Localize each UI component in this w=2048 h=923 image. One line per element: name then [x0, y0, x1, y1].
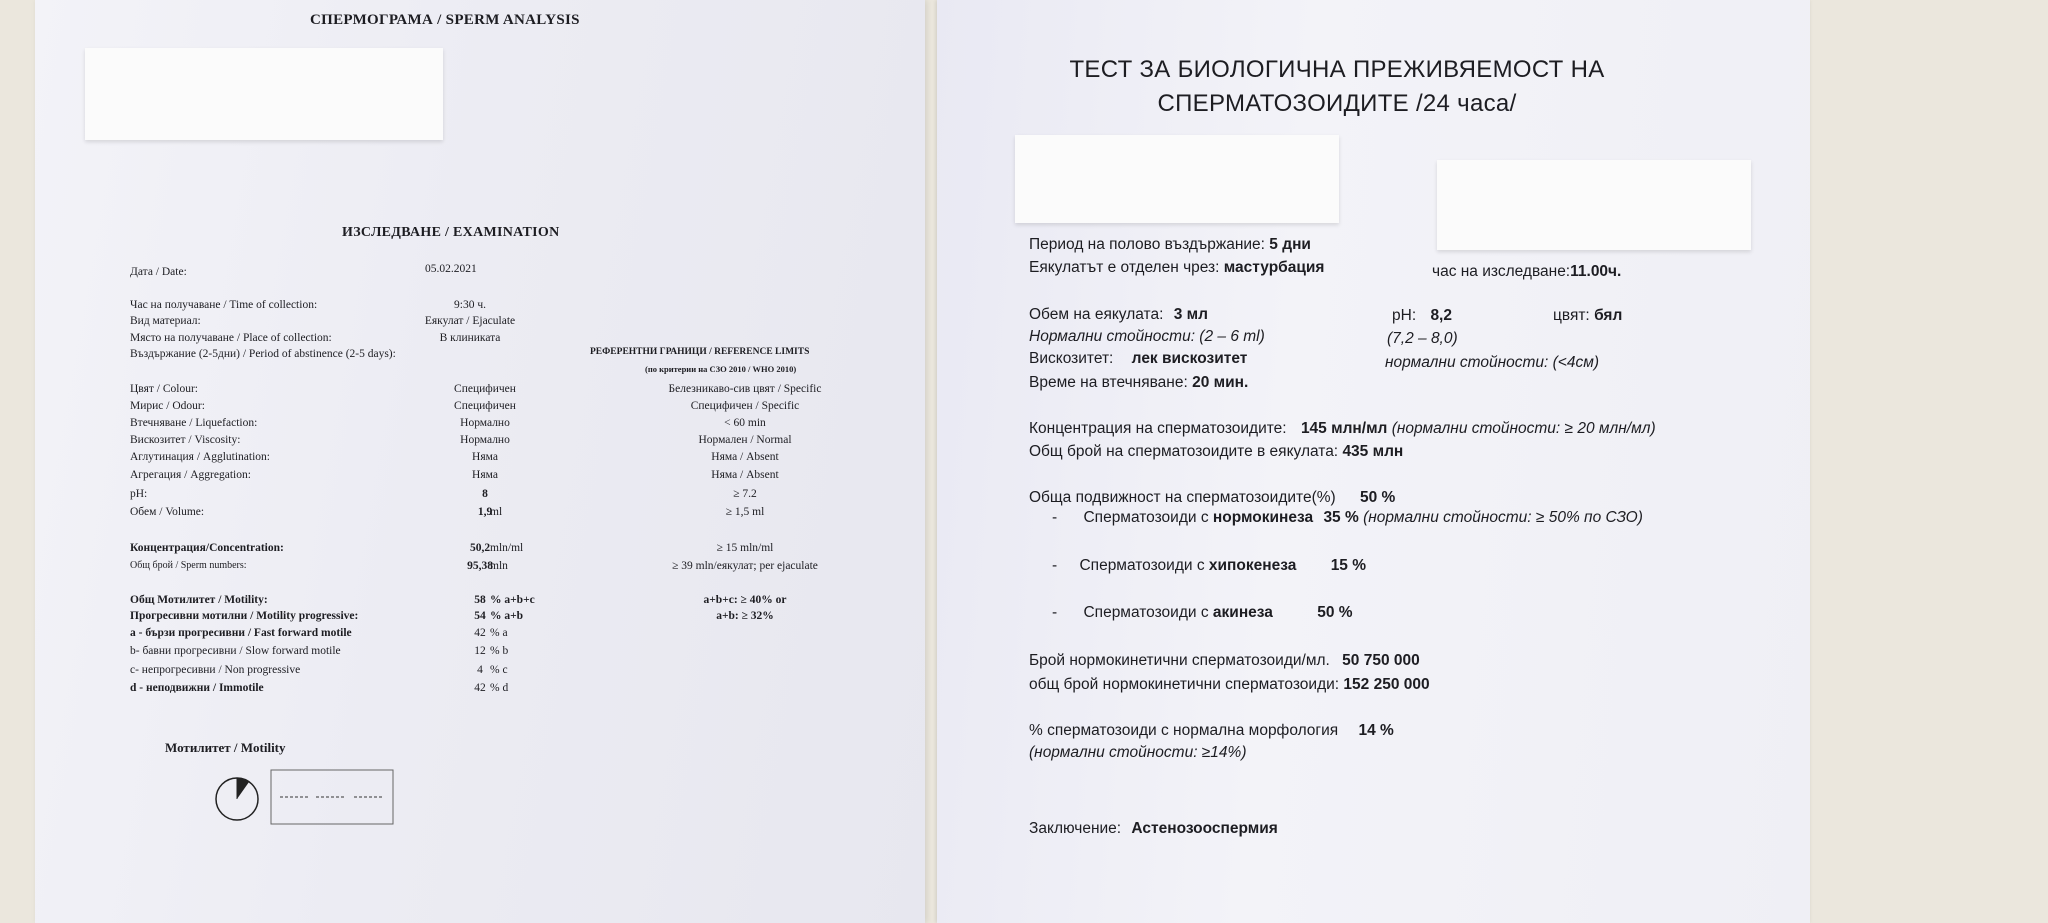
param-row-6-label: pH:: [130, 488, 148, 500]
concentration-label: Концентрация на сперматозоидите:: [1029, 420, 1287, 437]
abstinence-value: 5 дни: [1269, 236, 1311, 253]
param-row-0-label: Цвят / Colour:: [130, 383, 198, 395]
motility-row-0-label: Общ Мотилитет / Motility:: [130, 594, 268, 606]
param-row-1-reference: Специфичен / Specific: [690, 400, 800, 412]
viscosity-label: Вискозитет:: [1029, 350, 1114, 367]
param-row-4-reference: Няма / Absent: [711, 451, 779, 463]
total-count-value: 435 млн: [1342, 443, 1404, 460]
viscosity-row: [1029, 350, 1247, 368]
volume-value: 3 мл: [1173, 306, 1208, 323]
param-row-5-value: Няма: [472, 469, 498, 481]
viscosity-norm: нормални стойности: (<4см): [1385, 354, 1600, 371]
abstinence-label: Период на полово въздържание:: [1029, 236, 1265, 253]
hypokinesis-dash: -: [1052, 557, 1058, 574]
title-line-2: СПЕРМАТОЗОИДИТЕ /24 часа/: [1157, 90, 1517, 117]
concentration-row-0-unit: mln/ml: [490, 542, 524, 554]
hypokinesis-prefix: Сперматозоиди с: [1079, 557, 1205, 574]
info-row-1-label: Вид материал:: [130, 315, 201, 327]
concentration-row-1-unit: mln: [490, 560, 508, 572]
akinesis-dash: -: [1052, 604, 1058, 621]
normokinesis-norm: (нормални стойности: ≥ 50% по СЗО): [1363, 509, 1643, 526]
motility-row-5-value: 42: [474, 682, 486, 694]
date-value: 05.02.2021: [425, 263, 477, 275]
param-row-0-value: Специфичен: [454, 383, 516, 395]
param-row-1-value: Специфичен: [454, 400, 516, 412]
info-row-0-label: Час на получаване / Time of collection:: [130, 299, 318, 311]
normo-per-ml-label: Брой нормокинетични сперматозоиди/мл.: [1029, 652, 1330, 669]
conclusion-value: Астенозооспермия: [1131, 820, 1278, 837]
param-row-7-unit: ml: [490, 506, 503, 518]
total-count-row: [1029, 443, 1403, 461]
info-row-3-label: Въздържание (2-5дни) / Period of abstinence (2-5 days):: [130, 348, 396, 360]
redacted-block-2: [1437, 160, 1751, 250]
param-row-2-value: Нормално: [460, 417, 510, 429]
hypokinesis-type: хипокенеза: [1208, 557, 1297, 574]
concentration-row-0-reference: ≥ 15 mln/ml: [716, 542, 774, 554]
normo-total-label: общ брой нормокинетични сперматозоиди:: [1029, 676, 1340, 693]
normo-total-row: [1029, 676, 1430, 694]
total-count-label: Общ брой на сперматозоидите в еякулата:: [1029, 443, 1339, 460]
normokinesis-type: нормокинеза: [1212, 509, 1314, 526]
hypokinesis-value: 15 %: [1330, 557, 1367, 574]
conclusion-label: Заключение:: [1029, 820, 1122, 837]
param-row-6-value: 8: [482, 488, 488, 500]
akinesis-prefix: Сперматозоиди с: [1083, 604, 1209, 621]
viscosity-value: лек вискозитет: [1131, 350, 1248, 367]
concentration-norm: (нормални стойности: ≥ 20 млн/мл): [1391, 420, 1656, 437]
ph-norm: (7,2 – 8,0): [1387, 330, 1458, 347]
motility-row-4-value: 4: [477, 664, 483, 676]
motility-row-4-label: c- непрогресивни / Non progressive: [130, 664, 301, 676]
color-label: цвят:: [1553, 307, 1590, 324]
color-row: [1553, 307, 1622, 325]
motility-row-0-reference: a+b+c: ≥ 40% or: [703, 594, 787, 606]
survival-test-sheet: [937, 0, 1810, 923]
param-row-3-reference: Нормален / Normal: [698, 434, 792, 446]
motility-row-0-value: 58: [474, 594, 486, 606]
color-value: бял: [1594, 307, 1623, 324]
param-row-7-label: Обем / Volume:: [130, 506, 205, 518]
conclusion-row: [1029, 820, 1278, 838]
exam-time-row: [1432, 263, 1621, 281]
param-row-7-reference: ≥ 1,5 ml: [725, 506, 765, 518]
info-row-2-label: Място на получаване / Place of collection:: [130, 332, 332, 344]
param-row-5-label: Агрегация / Aggregation:: [130, 469, 251, 481]
motility-row-3-label: b- бавни прогресивни / Slow forward motile: [130, 645, 341, 657]
motility-legend-box: [270, 769, 396, 827]
akinesis-value: 50 %: [1317, 604, 1353, 621]
motility-row-1-value: 54: [474, 610, 486, 622]
param-row-5-reference: Няма / Absent: [711, 469, 779, 481]
reference-limits-source: (по критерии на СЗО 2010 / WHO 2010): [645, 364, 797, 374]
param-row-4-value: Няма: [472, 451, 498, 463]
ejaculate-value: мастурбация: [1223, 259, 1325, 276]
motility-row: [1029, 489, 1395, 507]
param-row-0-reference: Белезникаво-сив цвят / Specific: [668, 383, 822, 395]
motility-row-5-label: d - неподвижни / Immotile: [130, 682, 264, 694]
exam-time-label: час на изследване:: [1432, 263, 1571, 280]
morphology-norm: (нормални стойности: ≥14%): [1029, 744, 1247, 761]
concentration-row-1-label: Общ брой / Sperm numbers:: [130, 560, 247, 571]
info-row-2-value: В клиниката: [439, 332, 501, 344]
param-row-6-reference: ≥ 7.2: [733, 488, 757, 500]
volume-row: [1029, 306, 1208, 324]
concentration-row-1-reference: ≥ 39 mln/еякулат; per ejaculate: [672, 560, 818, 572]
motility-row-5-unit: % d: [490, 682, 509, 694]
info-row-0-value: 9:30 ч.: [454, 299, 486, 311]
ph-row: [1392, 307, 1452, 325]
liquefaction-label: Време на втечняване:: [1029, 374, 1188, 391]
motility-row-2-unit: % a: [490, 627, 508, 639]
sheet-title: СПЕРМОГРАМА / SPERM ANALYSIS: [310, 12, 580, 28]
param-row-1-label: Мирис / Odour:: [130, 400, 205, 412]
normokinesis-prefix: Сперматозоиди с: [1083, 509, 1209, 526]
liquefaction-row: [1029, 374, 1248, 392]
motility-row-1-label: Прогресивни мотилни / Motility progressive:: [130, 610, 359, 622]
hypokinesis-row: [1052, 557, 1366, 575]
motility-label: Обща подвижност на сперматозоидите(%): [1029, 489, 1336, 506]
ejaculate-label: Еякулатът е отделен чрез:: [1029, 259, 1220, 276]
volume-label: Обем на еякулата:: [1029, 306, 1164, 323]
normokinesis-row: [1052, 509, 1643, 527]
normo-total-value: 152 250 000: [1343, 676, 1430, 693]
morphology-label: % сперматозоиди с нормална морфология: [1029, 722, 1339, 739]
concentration-row: [1029, 420, 1656, 438]
sperm-analysis-sheet: [35, 0, 925, 923]
abstinence-row: [1029, 236, 1311, 254]
motility-value: 50 %: [1359, 489, 1396, 506]
info-row-1-value: Еякулат / Ejaculate: [424, 315, 516, 327]
motility-chart-title: Мотилитет / Motility: [165, 740, 286, 755]
motility-row-2-value: 42: [474, 627, 486, 639]
akinesis-type: акинеза: [1212, 604, 1273, 621]
param-row-2-label: Втечняване / Liquefaction:: [130, 417, 258, 429]
redacted-block-1: [1015, 135, 1339, 223]
exam-time-value: 11.00ч.: [1570, 263, 1622, 280]
reference-limits-heading: РЕФЕРЕНТНИ ГРАНИЦИ / REFERENCE LIMITS: [590, 347, 810, 357]
akinesis-row: [1052, 604, 1353, 622]
concentration-value: 145 млн/мл: [1300, 420, 1388, 437]
param-row-3-label: Вискозитет / Viscosity:: [130, 434, 241, 446]
normo-per-ml-row: [1029, 652, 1420, 670]
motility-row-1-reference: a+b: ≥ 32%: [716, 610, 774, 622]
date-label: Дата / Date:: [130, 266, 187, 278]
ph-value: 8,2: [1430, 307, 1452, 324]
motility-row-3-value: 12: [474, 645, 486, 657]
motility-row-2-label: а - бързи прогресивни / Fast forward motile: [130, 627, 352, 639]
motility-row-3-unit: % b: [490, 645, 509, 657]
morphology-value: 14 %: [1358, 722, 1394, 739]
normokinesis-dash: -: [1052, 509, 1058, 526]
concentration-row-1-value: 95,38: [467, 560, 493, 572]
volume-norm: Нормални стойности: (2 – 6 ml): [1029, 328, 1265, 345]
concentration-row-0-label: Концентрация/Concentration:: [130, 542, 284, 554]
motility-row-1-unit: % a+b: [490, 610, 524, 622]
morphology-row: [1029, 722, 1394, 740]
normo-per-ml-value: 50 750 000: [1342, 652, 1420, 669]
param-row-4-label: Аглутинация / Agglutination:: [130, 451, 270, 463]
title-line-1: ТЕСТ ЗА БИОЛОГИЧНА ПРЕЖИВЯЕМОСТ НА: [1069, 56, 1605, 83]
redacted-logo: [85, 48, 443, 140]
motility-pie-icon: [213, 775, 263, 825]
param-row-3-value: Нормално: [460, 434, 510, 446]
normokinesis-value: 35 %: [1323, 509, 1359, 526]
examination-heading: ИЗСЛЕДВАНЕ / EXAMINATION: [342, 225, 560, 240]
ejaculate-row: [1029, 259, 1324, 277]
ph-label: pH:: [1392, 307, 1417, 324]
param-row-7-value: 1,9: [477, 506, 493, 518]
liquefaction-value: 20 мин.: [1192, 374, 1249, 391]
param-row-2-reference: < 60 min: [724, 417, 766, 429]
motility-row-4-unit: % c: [490, 664, 508, 676]
concentration-row-0-value: 50,2: [469, 542, 491, 554]
motility-row-0-unit: % a+b+c: [490, 594, 535, 606]
